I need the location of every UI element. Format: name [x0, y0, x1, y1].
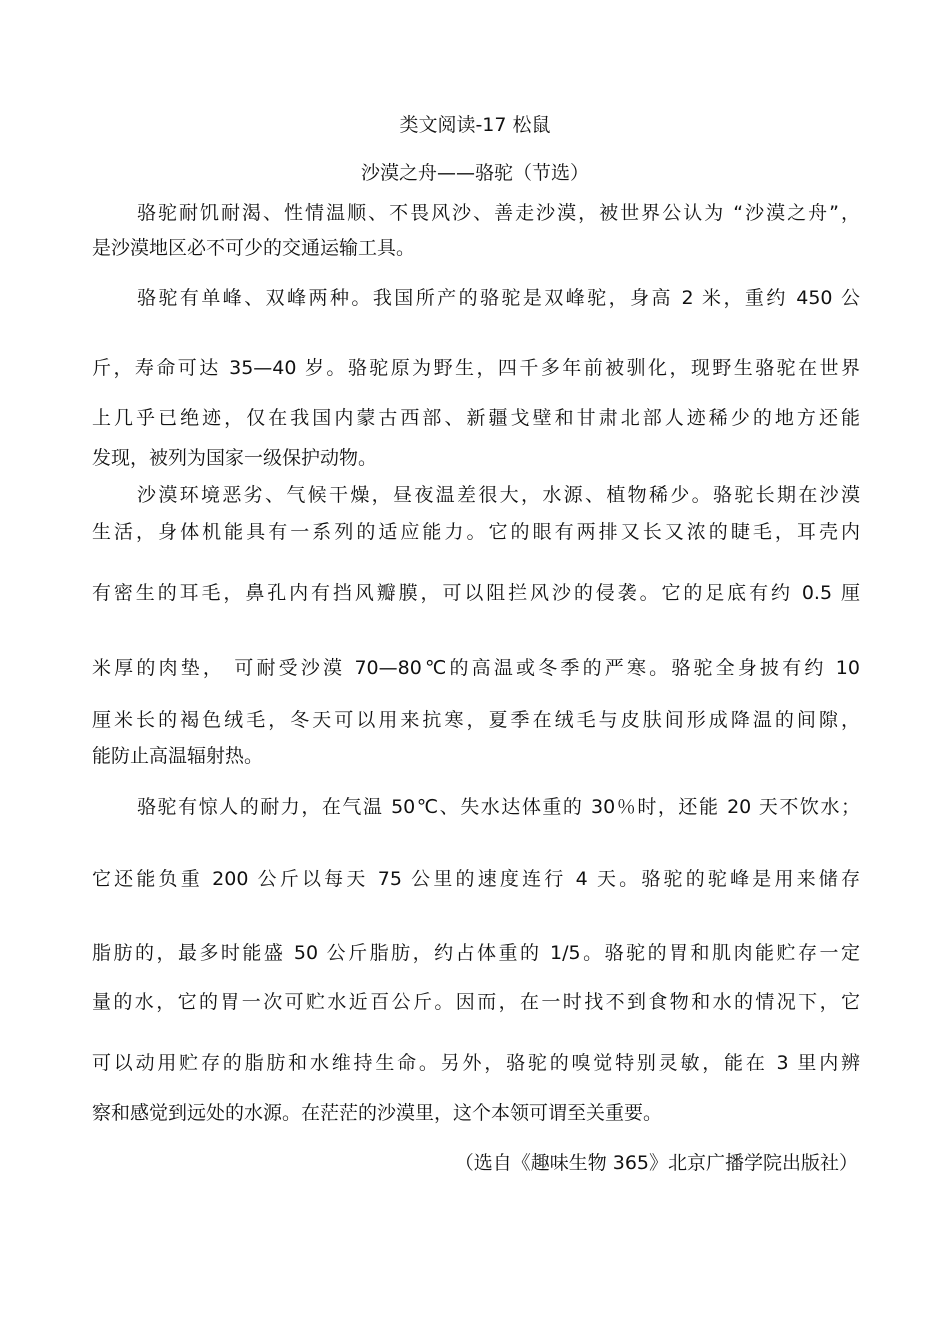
paragraph-line: 脂肪的，最多时能盛 50 公斤脂肪，约占体重的 1/5。骆驼的胃和肌肉能贮存一定: [92, 942, 860, 964]
paragraph-line: 量的水，它的胃一次可贮水近百公斤。因而，在一时找不到食物和水的情况下，它: [92, 991, 860, 1013]
paragraph-line: 上几乎已绝迹，仅在我国内蒙古西部、新疆戈壁和甘肃北部人迹稀少的地方还能: [92, 407, 860, 429]
document-heading: 类文阅读-17 松鼠: [399, 114, 551, 136]
paragraph-line: 沙漠环境恶劣、气候干燥，昼夜温差很大，水源、植物稀少。骆驼长期在沙漠: [137, 484, 860, 506]
paragraph-line: 有密生的耳毛，鼻孔内有挡风瓣膜，可以阻拦风沙的侵袭。它的足底有约 0.5 厘: [92, 582, 860, 604]
paragraph-line: 能防止高温辐射热。: [92, 745, 264, 767]
paragraph-line: 可以动用贮存的脂肪和水维持生命。另外，骆驼的嗅觉特别灵敏，能在 3 里内辨: [92, 1052, 860, 1074]
paragraph-line: 是沙漠地区必不可少的交通运输工具。: [92, 237, 416, 259]
paragraph-line: 骆驼有单峰、双峰两种。我国所产的骆驼是双峰驼，身高 2 米，重约 450 公: [137, 287, 860, 309]
paragraph-line: 厘米长的褐色绒毛，冬天可以用来抗寒，夏季在绒毛与皮肤间形成降温的间隙，: [92, 709, 860, 731]
paragraph-line: 骆驼有惊人的耐力，在气温 50℃、失水达体重的 30％时，还能 20 天不饮水；: [137, 796, 860, 818]
paragraph-line: 米厚的肉垫， 可耐受沙漠 70—80℃的高温或冬季的严寒。骆驼全身披有约 10: [92, 657, 860, 679]
paragraph-line: 生活，身体机能具有一系列的适应能力。它的眼有两排又长又浓的睫毛，耳壳内: [92, 521, 860, 543]
paragraph-line: 它还能负重 200 公斤以每天 75 公里的速度连行 4 天。骆驼的驼峰是用来储存: [92, 868, 860, 890]
document-subheading: 沙漠之舟——骆驼（节选）: [360, 162, 589, 184]
paragraph-line: 察和感觉到远处的水源。在茫茫的沙漠里，这个本领可谓至关重要。: [92, 1102, 663, 1124]
paragraph-line: 斤，寿命可达 35—40 岁。骆驼原为野生，四千多年前被驯化，现野生骆驼在世界: [92, 357, 860, 379]
paragraph-line: 发现，被列为国家一级保护动物。: [92, 447, 378, 469]
paragraph-line: 骆驼耐饥耐渴、性情温顺、不畏风沙、善走沙漠，被世界公认为 “沙漠之舟”，: [137, 202, 860, 224]
source-citation: （选自《趣味生物 365》北京广播学院出版社）: [454, 1152, 858, 1174]
